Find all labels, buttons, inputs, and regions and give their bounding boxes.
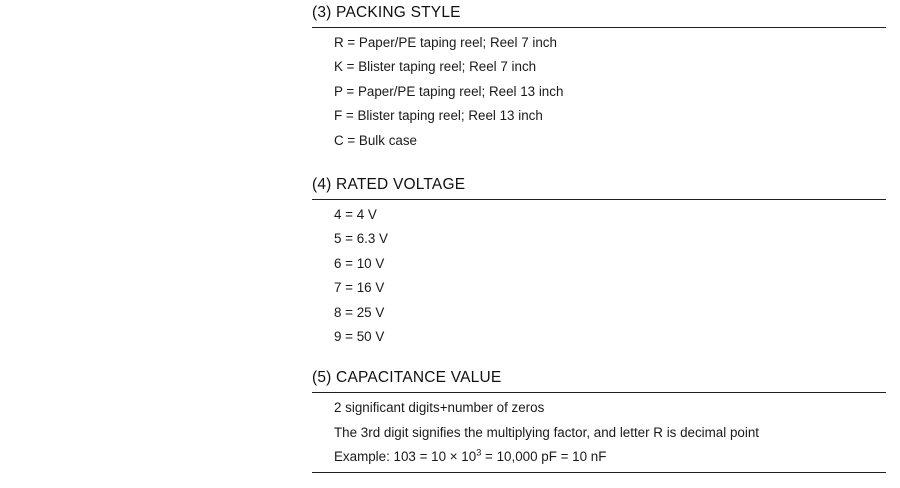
list-item-example [334, 447, 886, 465]
section-body-capacitance-value [312, 393, 886, 472]
list-item: 7 = 16 V [334, 280, 385, 296]
section-capacitance-value [312, 365, 886, 472]
list-item: 8 = 25 V [334, 304, 385, 320]
example-exponent: 3 [476, 447, 482, 458]
section-body-packing-style [312, 28, 886, 155]
document-content-column [312, 0, 886, 473]
list-item: 6 = 10 V [334, 255, 385, 271]
section-packing-style [312, 0, 886, 155]
section-spacer [312, 155, 886, 172]
list-item: K = Blister taping reel; Reel 7 inch [334, 59, 537, 75]
section-body-rated-voltage [312, 200, 886, 351]
list-item: C = Bulk case [334, 132, 417, 148]
example-suffix: = 10,000 pF = 10 nF [481, 449, 607, 465]
list-item: 9 = 50 V [334, 329, 385, 345]
list-item: 2 significant digits+number of zeros [334, 400, 545, 416]
section-heading-rated-voltage: (4) RATED VOLTAGE [312, 172, 886, 200]
list-item: P = Paper/PE taping reel; Reel 13 inch [334, 83, 564, 99]
example-prefix: Example: 103 = 10 × 10 [334, 449, 477, 465]
section-rated-voltage [312, 172, 886, 351]
list-item: R = Paper/PE taping reel; Reel 7 inch [334, 35, 557, 50]
list-item: 4 = 4 V [334, 207, 377, 223]
section-heading-packing-style: (3) PACKING STYLE [312, 0, 886, 28]
list-item: 5 = 6.3 V [334, 231, 388, 247]
section-spacer [312, 351, 886, 365]
section-heading-capacitance-value: (5) CAPACITANCE VALUE [312, 365, 886, 393]
list-item: The 3rd digit signifies the multiplying factor, and letter R is decimal point [334, 424, 759, 440]
list-item: F = Blister taping reel; Reel 13 inch [334, 108, 543, 124]
